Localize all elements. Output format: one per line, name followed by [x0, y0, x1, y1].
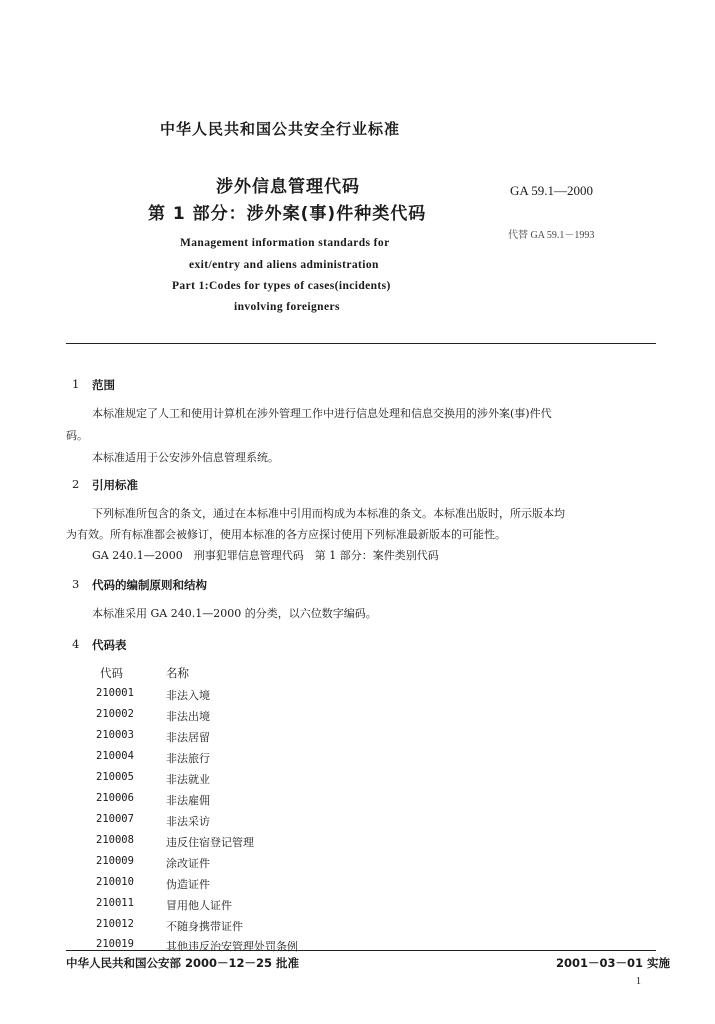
row-name: 涂改证件	[166, 857, 210, 870]
section-3-number: 3	[72, 577, 80, 591]
section-1-para1-line1: 本标准规定了人工和使用计算机在涉外管理工作中进行信息处理和信息交换用的涉外案(事)件代	[92, 407, 552, 420]
row-code: 210019	[96, 938, 134, 950]
row-code: 210009	[96, 855, 134, 867]
org-title: 中华人民共和国公共安全行业标准	[160, 120, 401, 138]
title-cn-line1: 涉外信息管理代码	[216, 177, 360, 197]
row-code: 210008	[96, 834, 134, 846]
top-rule	[66, 343, 656, 344]
row-name: 非法旅行	[166, 752, 210, 765]
title-en-line1: Management information standards for	[180, 237, 390, 249]
row-code: 210010	[96, 876, 134, 888]
row-name: 冒用他人证件	[166, 899, 232, 912]
page-number: 1	[636, 976, 641, 987]
section-2-reference: GA 240.1—2000 刑事犯罪信息管理代码 第 1 部分：案件类别代码	[92, 549, 439, 562]
row-code: 210007	[96, 813, 134, 825]
row-code: 210011	[96, 897, 134, 909]
table-header-name: 名称	[166, 666, 189, 680]
row-code: 210005	[96, 771, 134, 783]
section-3-title: 代码的编制原则和结构	[92, 578, 207, 592]
row-code: 210003	[96, 729, 134, 741]
row-code: 210004	[96, 750, 134, 762]
section-1-para2: 本标准适用于公安涉外信息管理系统。	[92, 451, 279, 464]
section-4-title: 代码表	[92, 638, 127, 652]
bottom-rule	[66, 950, 656, 951]
row-code: 210001	[96, 687, 134, 699]
title-en-line4: involving foreigners	[234, 301, 340, 313]
row-code: 210006	[96, 792, 134, 804]
row-name: 非法居留	[166, 731, 210, 744]
row-name: 非法雇佣	[166, 794, 210, 807]
issuer-approval: 中华人民共和国公安部 2000－12－25 批准	[66, 956, 300, 970]
row-name: 非法就业	[166, 773, 210, 786]
section-2-para1-line2: 为有效。所有标准都会被修订，使用本标准的各方应探讨使用下列标准最新版本的可能性。	[66, 528, 506, 541]
section-3-para1: 本标准采用 GA 240.1—2000 的分类，以六位数字编码。	[92, 607, 377, 620]
title-cn-line2: 第 1 部分：涉外案(事)件种类代码	[148, 204, 427, 224]
title-en-line2: exit/entry and aliens administration	[189, 259, 379, 271]
row-name: 伪造证件	[166, 878, 210, 891]
row-name: 非法采访	[166, 815, 210, 828]
row-name: 其他违反治安管理处罚条例	[166, 940, 298, 953]
section-1-title: 范围	[92, 378, 115, 392]
row-code: 210012	[96, 918, 134, 930]
section-1-para1-line2: 码。	[66, 429, 88, 442]
section-1-number: 1	[72, 377, 80, 391]
section-4-number: 4	[72, 637, 80, 651]
replaces-note: 代替 GA 59.1－1993	[508, 230, 595, 241]
section-2-para1-line1: 下列标准所包含的条文，通过在本标准中引用而构成为本标准的条文。本标准出版时，所示版本均	[92, 507, 565, 520]
section-2-title: 引用标准	[92, 478, 138, 492]
row-code: 210002	[96, 708, 134, 720]
row-name: 不随身携带证件	[166, 920, 243, 933]
effective-date: 2001－03－01 实施	[556, 956, 671, 970]
row-name: 非法出境	[166, 710, 210, 723]
standard-number: GA 59.1—2000	[510, 183, 594, 198]
row-name: 非法入境	[166, 689, 210, 702]
table-header-code: 代码	[100, 666, 123, 680]
row-name: 违反住宿登记管理	[166, 836, 254, 849]
section-2-number: 2	[72, 477, 80, 491]
title-en-line3: Part 1:Codes for types of cases(incidents)	[172, 280, 391, 292]
